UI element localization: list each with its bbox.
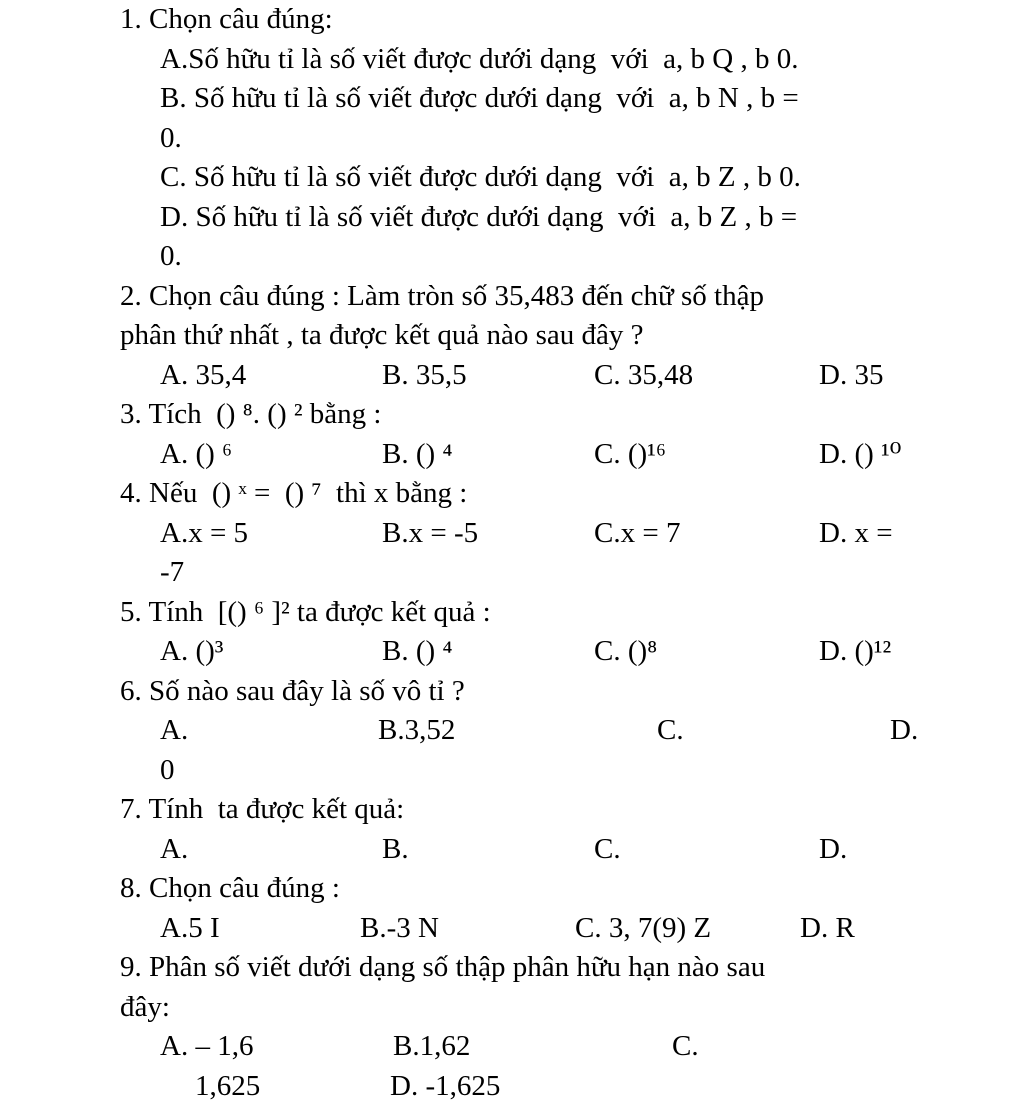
question-4-stem: 4. Nếu () ˣ = () ⁷ thì x bằng : (120, 477, 468, 509)
question-6-option-d-continuation: 0 (160, 753, 175, 786)
question-5-stem: 5. Tính [() ⁶ ]² ta được kết quả : (120, 595, 491, 628)
option-d: D. (890, 714, 919, 746)
option-d: D. () ¹⁰ (819, 437, 902, 470)
option-a: A. ()³ (160, 635, 224, 667)
option-b: B.-3 N (360, 911, 439, 944)
question-1-option-a: A.Số hữu tỉ là số viết được dưới dạng với a, b Q , b 0. (160, 42, 799, 75)
option-c: C. (657, 714, 684, 746)
question-1-option-d: D. Số hữu tỉ là số viết được dưới dạng với a, b Z , b = (160, 200, 798, 233)
option-b: B. () ⁴ (382, 437, 453, 470)
option-a: A. () ⁶ (160, 437, 233, 470)
question-2-stem-line-2: phân thứ nhất , ta được kết quả nào sau đây ? (120, 319, 644, 351)
question-9-options-row-1 (120, 1027, 1004, 1067)
question-6-options (120, 711, 1004, 751)
question-1-option-b: B. Số hữu tỉ là số viết được dưới dạng với a, b N , b = (160, 82, 799, 114)
question-1-option-b-continuation: 0. (160, 121, 182, 154)
option-d: D. (819, 832, 848, 865)
question-9-stem-line-2: đây: (120, 990, 170, 1023)
question-9-options-row-2 (120, 1067, 1004, 1106)
option-d: D. ()¹² (819, 635, 892, 667)
option-a: A. – 1,6 (160, 1030, 254, 1062)
option-d: D. R (800, 911, 855, 944)
option-c: C. 3, 7(9) Z (575, 911, 712, 944)
option-c: C. (672, 1030, 699, 1062)
question-2-options (120, 356, 1004, 396)
option-d: D. -1,625 (390, 1069, 501, 1102)
question-8-options (120, 909, 1004, 949)
option-c: C. ()¹⁶ (594, 437, 666, 470)
option-b: B. 35,5 (382, 358, 467, 391)
option-b: B.1,62 (393, 1030, 471, 1062)
option-b: B.x = -5 (382, 516, 479, 549)
question-6-stem: 6. Số nào sau đây là số vô tỉ ? (120, 674, 465, 707)
question-7-stem: 7. Tính ta được kết quả: (120, 793, 405, 825)
question-1-option-c: C. Số hữu tỉ là số viết được dưới dạng với a, b Z , b 0. (160, 161, 801, 193)
option-a: A. (160, 714, 189, 746)
question-3-stem: 3. Tích () ⁸. () ² bằng : (120, 398, 382, 430)
question-2-stem-line-1: 2. Chọn câu đúng : Làm tròn số 35,483 đến chữ số thập (120, 279, 764, 312)
option-c: C.x = 7 (594, 516, 681, 549)
option-a: A.5 I (160, 911, 220, 944)
question-1-option-d-continuation: 0. (160, 240, 182, 272)
option-d: D. x = (819, 516, 893, 549)
question-4-option-d-continuation: -7 (160, 556, 185, 588)
option-c: C. ()⁸ (594, 635, 658, 667)
option-a: A. (160, 832, 189, 865)
question-5-options (120, 632, 1004, 672)
question-3-options (120, 435, 1004, 475)
option-b: B. (382, 832, 409, 865)
option-b: B. () ⁴ (382, 635, 453, 667)
option-d: D. 35 (819, 358, 884, 391)
question-8-stem: 8. Chọn câu đúng : (120, 872, 340, 904)
question-9-stem-line-1: 9. Phân số viết dưới dạng số thập phân hữu hạn nào sau (120, 951, 766, 983)
option-a-continuation: 1,625 (195, 1069, 261, 1102)
question-4-options (120, 514, 1004, 554)
question-1-stem: 1. Chọn câu đúng: (120, 3, 333, 35)
option-c: C. 35,48 (594, 358, 694, 391)
option-c: C. (594, 832, 621, 865)
option-a: A. 35,4 (160, 358, 247, 391)
option-a: A.x = 5 (160, 516, 249, 549)
option-b: B.3,52 (378, 714, 456, 746)
question-7-options (120, 830, 1004, 870)
